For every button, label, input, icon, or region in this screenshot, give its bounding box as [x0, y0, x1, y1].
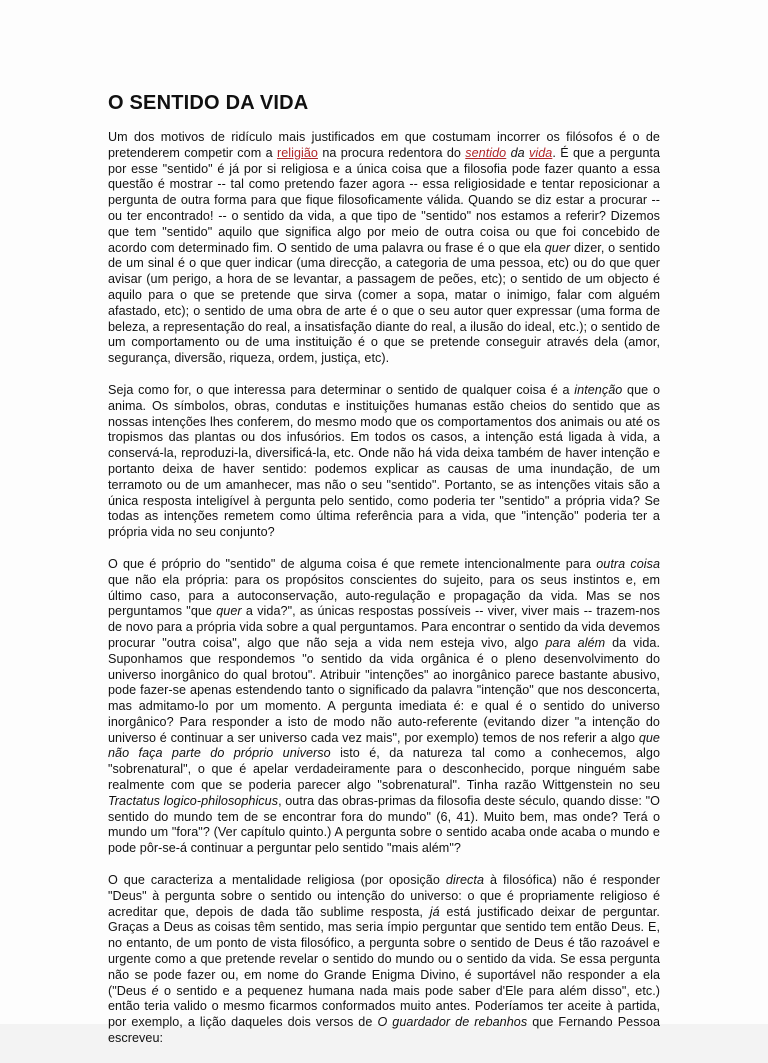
emphasis: é: [151, 983, 159, 998]
text-run: está justificado deixar de perguntar. Graças a Deus as coisas têm sentido, mas seria ímpio perguntar que sentido tem então Deus. E, no entanto, de um ponto de vista filosófico, a pergunta sobre o sentido de Deus é tão razoável e urgente como a que pretende revelar o sentido do mundo ou o sentido da vida. Se essa pergunta não se pode fazer ou, em nome do Grande Enigma Divino, é suportável não responder a ela ("Deus: [108, 904, 660, 998]
paragraph: [108, 557, 660, 857]
emphasis: quer: [216, 604, 242, 619]
inline-link[interactable]: [465, 146, 506, 160]
text-run: na procura redentora do: [317, 145, 466, 160]
inline-link[interactable]: religião: [276, 145, 318, 160]
text-run: que não ela própria: para os propósitos conscientes do sujeito, para os seus instintos e, em último caso, para a autoconservação, auto-regulação e propagação da vida. Mas se nos perguntamos "que: [108, 572, 660, 619]
text-run: a vida?", as únicas respostas possíveis -- viver, viver mais -- trazem-nos de novo para a própria vida sobre a qual perguntamos. Para encontrar o sentido da vida devemos procurar "outra coisa", algo que não seja a vida nem esteja vivo, algo: [108, 604, 661, 650]
paragraph: [108, 130, 660, 367]
emphasis: sentido: [465, 145, 507, 160]
text-run: Seja como for, o que interessa para determinar o sentido de qualquer coisa é a: [108, 382, 575, 397]
emphasis: da: [506, 145, 530, 160]
text-run: Um dos motivos de ridículo mais justificados em que costumam incorrer os filósofos é o de pretenderem competir com a: [108, 130, 660, 160]
emphasis: outra coisa: [596, 556, 660, 571]
text-run: . É que a pergunta por esse "sentido" é já por si religiosa e a única coisa que a filosofia pode fazer quanto a essa questão é mostrar -- tal como pretendo fazer agora -- essa religiosidade e tentar reposicionar a pergunta de outra forma para que fique filosoficamente válida. Quando se diz estar a procurar -- ou ter encontrado! -- o sentido da vida, a que tipo de "sentido" nos estamos a referir? Dizemos que tem "sentido" aquilo que significa algo por meio de outra coisa ou que foi concebido de acordo com determinado fim. O sentido de uma palavra ou frase é o que ela: [108, 145, 661, 255]
emphasis: quer: [544, 240, 571, 255]
text-run: da vida. Suponhamos que respondemos "o sentido da vida orgânica é o pleno desenvolvimento do universo inorgânico do qual brotou". Atribuir "intenções" ao inorgânico parece bastante abusivo, pode fazer-se apenas estendendo tanto o significado da palavra "intenção" que nos desconcerta, mas admitamo-lo por um momento. A pergunta imediata é: e qual é o sentido do universo inorgânico? Para responder a isto de modo não auto-referente (evitando dizer "a intenção do universo é continuar a ser universo cada vez mais", por exemplo) temos de nos referir a algo: [108, 635, 660, 745]
emphasis: Tractatus logico-philosophicus: [108, 793, 279, 808]
text-run: isto é, da natureza tal como a conhecemos, algo "sobrenatural", o que é apelar verdadeiramente para o desconhecido, porque ninguém sabe realmente com que se poderia parecer algo "sobrenatural". Tinha razão Wittgenstein no seu: [108, 746, 660, 793]
text-run: dizer, o sentido de um sinal é o que quer indicar (uma direcção, a categoria de uma pessoa, etc) ou do que quer avisar (um perigo, a hora de se levantar, a passagem de peões, etc); o sentido de um objecto é aquilo para o que se pretende que sirva (comer a sopa, matar o inimigo, falar com alguém afastado, etc); o sentido de uma obra de arte é o que o seu autor quer expressar (uma forma de beleza, a representação do real, a insatisfação diante do real, a ilusão do ideal, etc.); o sentido de um comportamento ou de uma instituição é o que se pretende conseguir através dela (amor, segurança, diversão, riqueza, ordem, justiça, etc).: [108, 240, 661, 366]
paragraph: [108, 873, 660, 1047]
document-body: [108, 92, 660, 1063]
emphasis: O guardador de rebanhos: [377, 1015, 528, 1030]
emphasis: intenção: [574, 382, 623, 397]
text-run: à filosófica) não é responder "Deus" à pergunta sobre o sentido ou intenção do universo: o que é propriamente religioso é acreditar que, depois de dada tão sublime resposta,: [108, 873, 660, 919]
text-run: O que caracteriza a mentalidade religiosa (por oposição: [108, 873, 446, 888]
emphasis: directa: [445, 873, 484, 888]
emphasis: já: [429, 904, 440, 919]
paragraphs: [108, 130, 660, 1047]
paragraph: [108, 383, 660, 541]
text-run: O que é próprio do "sentido" de alguma coisa é que remete intencionalmente para: [108, 556, 597, 571]
emphasis: para além: [545, 635, 606, 650]
page-title: O SENTIDO DA VIDA: [108, 92, 309, 114]
emphasis: que não faça parte do próprio universo: [108, 730, 660, 761]
text-run: , outra das obras-primas da filosofia deste século, quando disse: "O sentido do mundo tem de se encontrar fora do mundo" (6, 41). Muito bem, mas onde? Terá o mundo um "fora"? (Ver capítulo quinto.) A pergunta sobre o sentido acaba onde acaba o mundo e pode pôr-se-á continuar a perguntar pelo sentido "mais além"?: [108, 793, 660, 856]
inline-link[interactable]: [529, 146, 552, 160]
text-run: que Fernando Pessoa escreveu:: [108, 1015, 660, 1046]
emphasis: vida: [529, 145, 553, 160]
text-run: que o anima. Os símbolos, obras, condutas e instituições humanas estão cheios do sentido que as nossas intenções lhes conferem, do mesmo modo que os comportamentos dos animais ou até os tropismos das plantas ou dos infusórios. Em todos os casos, a intenção está ligada à vida, a conservá-la, reproduzi-la, diversificá-la, etc. Onde não há vida deixa também de haver intenção e portanto deixa de haver sentido: podemos explicar as causas de uma inundação, de um terramoto ou de um amanhecer, mas não o seu "sentido". Portanto, se as intenções vitais são a única resposta inteligível à pergunta pelo sentido, como poderia ter "sentido" a própria vida? Se todas as intenções remetem como última referência para a vida, que "intenção" poderia ter a própria vida no seu conjunto?: [108, 382, 660, 540]
text-run: o sentido e a pequenez humana nada mais pode saber d'Ele para além disso", etc.) então teria valido o mesmo ficarmos conformados muito antes. Poderíamos ter aceite à partida, por exemplo, a lição daqueles dois versos de: [108, 983, 661, 1030]
